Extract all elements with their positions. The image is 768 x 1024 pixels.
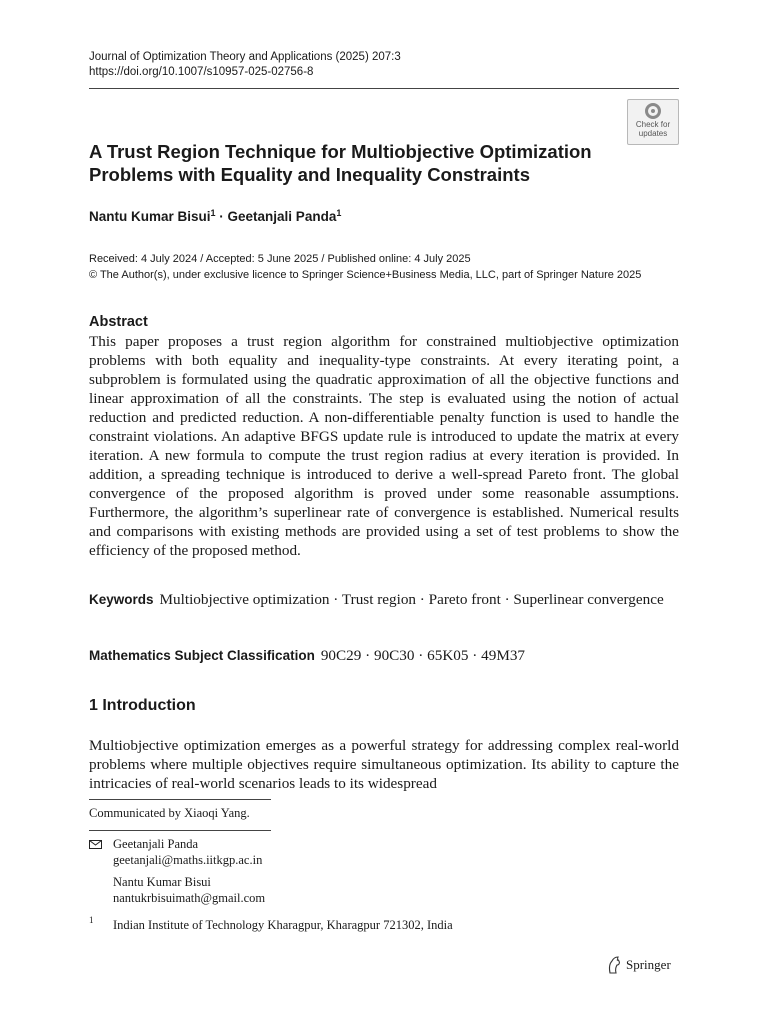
badge-line1: Check for [635, 120, 671, 129]
author-name[interactable]: Nantu Kumar Bisui [89, 209, 211, 224]
publication-dates [89, 251, 641, 283]
envelope-icon [89, 840, 102, 849]
author-name[interactable]: Geetanjali Panda [227, 209, 337, 224]
contact-email[interactable]: nantukrbisuimath@gmail.com [113, 891, 266, 905]
author-separator: · [215, 209, 228, 224]
doi-link[interactable]: https://doi.org/10.1007/s10957-025-02756-8 [89, 66, 314, 78]
contact-name: Nantu Kumar Bisui [113, 875, 211, 889]
header-divider [89, 88, 679, 89]
introduction-text: Multiobjective optimization emerges as a powerful strategy for addressing complex real-world problems where multiple objectives require simultaneous optimization. Its ability to capture the intricacies of real-world scenarios leads to its widespread [89, 737, 679, 792]
communicated-by: Communicated by Xiaoqi Yang. [89, 806, 250, 820]
publisher-name: Springer [626, 957, 671, 972]
keywords-label: Keywords [89, 592, 154, 607]
subject-classification [89, 646, 679, 665]
contact-email[interactable]: geetanjali@maths.iitkgp.ac.in [113, 853, 263, 867]
author-list [89, 208, 341, 224]
copyright-line: © The Author(s), under exclusive licence to Springer Science+Business Media, LLC, part of Springer Nature 2025 [89, 269, 642, 281]
springer-logo [606, 955, 671, 975]
journal-header [89, 50, 401, 80]
keywords [89, 590, 679, 609]
springer-horse-icon [606, 956, 622, 974]
author-affiliation-mark: 1 [336, 208, 342, 218]
check-for-updates-icon [645, 103, 661, 119]
keywords-text: Multiobjective optimization · Trust region · Pareto front · Superlinear convergence [159, 591, 664, 608]
affiliation-number: 1 [89, 915, 94, 925]
msc-codes: 90C29 · 90C30 · 65K05 · 49M37 [320, 647, 526, 664]
contact-name: Geetanjali Panda [113, 837, 199, 851]
paper-title: A Trust Region Technique for Multiobjective Optimization Problems with Equality and Inequality Constraints [89, 141, 592, 185]
dates-line: Received: 4 July 2024 / Accepted: 5 June 2025 / Published online: 4 July 2025 [89, 253, 471, 265]
footnote-divider [89, 799, 271, 800]
footnote-divider [89, 830, 271, 831]
journal-citation: Journal of Optimization Theory and Applications (2025) 207:3 [89, 51, 401, 63]
section-heading-introduction: 1 Introduction [89, 697, 196, 714]
abstract-text: This paper proposes a trust region algorithm for constrained multiobjective optimization problems with both equality and inequality-type constraints. At every iterating point, a subproblem is formulated using the quadratic approximation of all the objective functions and linear approximation of all the constraints. The step is evaluated using the notion of actual reduction and predicted reduction. A non-differentiable penalty function is used to handle the constraint violations. An adaptive BFGS update rule is introduced to update the matrix at every iteration. A new formula to compute the trust region radius at every iteration is provided. In addition, a spreading technique is introduced to derive a well-spread Pareto front. The global convergence of the proposed algorithm is proved under some reasonable assumptions. Furthermore, the algorithm’s superlinear rate of convergence is established. Numerical results and comparisons with existing methods are provided using a set of test problems to show the efficiency of the proposed method. [89, 333, 679, 559]
check-for-updates-badge[interactable] [627, 99, 679, 145]
author-affiliation-mark: 1 [210, 208, 216, 218]
abstract-heading: Abstract [89, 314, 148, 330]
affiliation: Indian Institute of Technology Kharagpur, Kharagpur 721302, India [113, 918, 453, 932]
badge-line2: updates [638, 129, 668, 138]
msc-label: Mathematics Subject Classification [89, 648, 315, 663]
